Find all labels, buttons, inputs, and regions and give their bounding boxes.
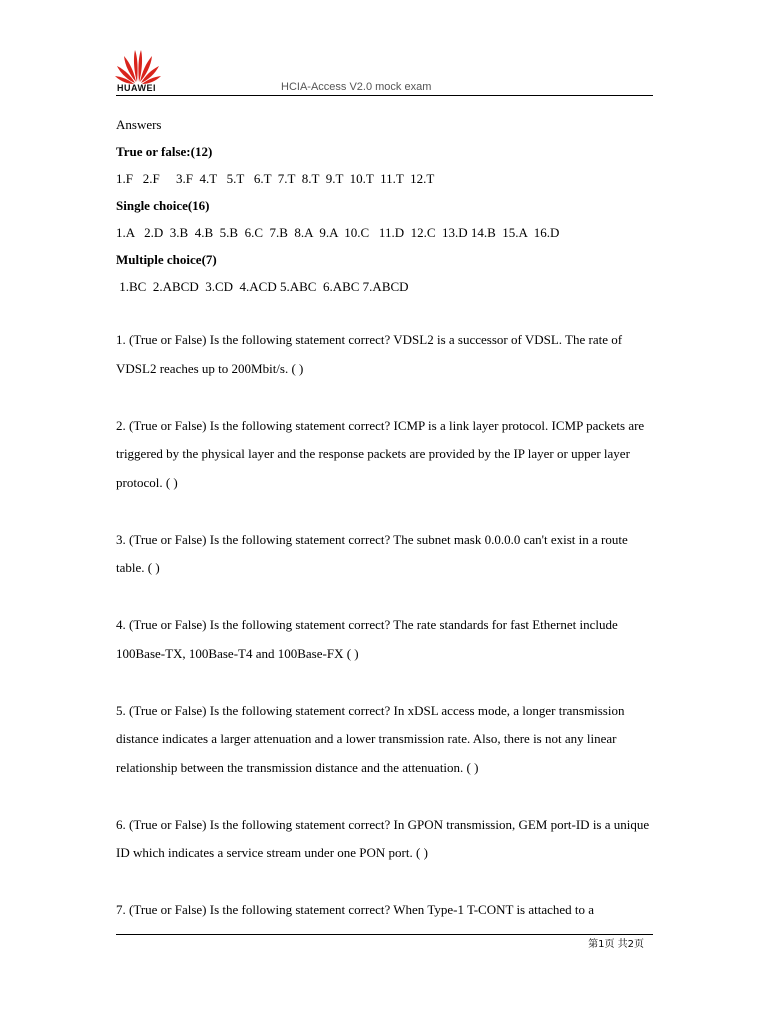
question-1: 1. (True or False) Is the following statement correct? VDSL2 is a successor of VDSL. The rate of VDSL2 reaches up to 200Mbit/s. ( ) — [116, 332, 623, 376]
document-header-title: HCIA-Access V2.0 mock exam — [281, 81, 432, 93]
single-choice-answers: 1.A 2.D 3.B 4.B 5.B 6.C 7.B 8.A 9.A 10.C 11.D 12.C 13.D 14.B 15.A 16.D — [116, 225, 560, 240]
question-7: 7. (True or False) Is the following statement correct? When Type-1 T-CONT is attached to a — [116, 902, 595, 917]
logo-wordmark: HUAWEI — [117, 83, 156, 93]
multiple-choice-answers: 1.BC 2.ABCD 3.CD 4.ACD 5.ABC 6.ABC 7.ABCD — [116, 279, 409, 294]
question-4: 4. (True or False) Is the following statement correct? The rate standards for fast Ethernet include 100Base-TX, 100Base-T4 and 100Base-FX ( ) — [116, 617, 618, 661]
true-false-answers: 1.F 2.F 3.F 4.T 5.T 6.T 7.T 8.T 9.T 10.T 11.T 12.T — [116, 171, 435, 186]
answers-heading: Answers — [116, 117, 162, 132]
footer-divider — [116, 934, 653, 935]
document-body — [116, 111, 656, 953]
page-indicator: 第1页 共2页 — [588, 939, 644, 950]
question-3: 3. (True or False) Is the following statement correct? The subnet mask 0.0.0.0 can't exist in a route table. ( ) — [116, 531, 628, 575]
true-false-title: True or false:(12) — [116, 144, 213, 159]
question-6: 6. (True or False) Is the following statement correct? In GPON transmission, GEM port-ID is a unique ID which indicates a service stream under one PON port. ( ) — [116, 816, 650, 860]
multiple-choice-title: Multiple choice(7) — [116, 252, 217, 267]
huawei-logo-icon — [114, 48, 162, 84]
header-divider — [116, 95, 653, 96]
question-2: 2. (True or False) Is the following statement correct? ICMP is a link layer protocol. ICMP packets are triggered by the physical layer and the response packets are provided by the IP layer or upper layer protocol. ( ) — [116, 417, 645, 490]
question-5: 5. (True or False) Is the following statement correct? In xDSL access mode, a longer transmission distance indicates a larger attenuation and a lower transmission rate. Also, there is not any linear relationship between the transmission distance and the attenuation. ( ) — [116, 702, 625, 775]
single-choice-title: Single choice(16) — [116, 198, 210, 213]
spacer — [116, 300, 656, 326]
